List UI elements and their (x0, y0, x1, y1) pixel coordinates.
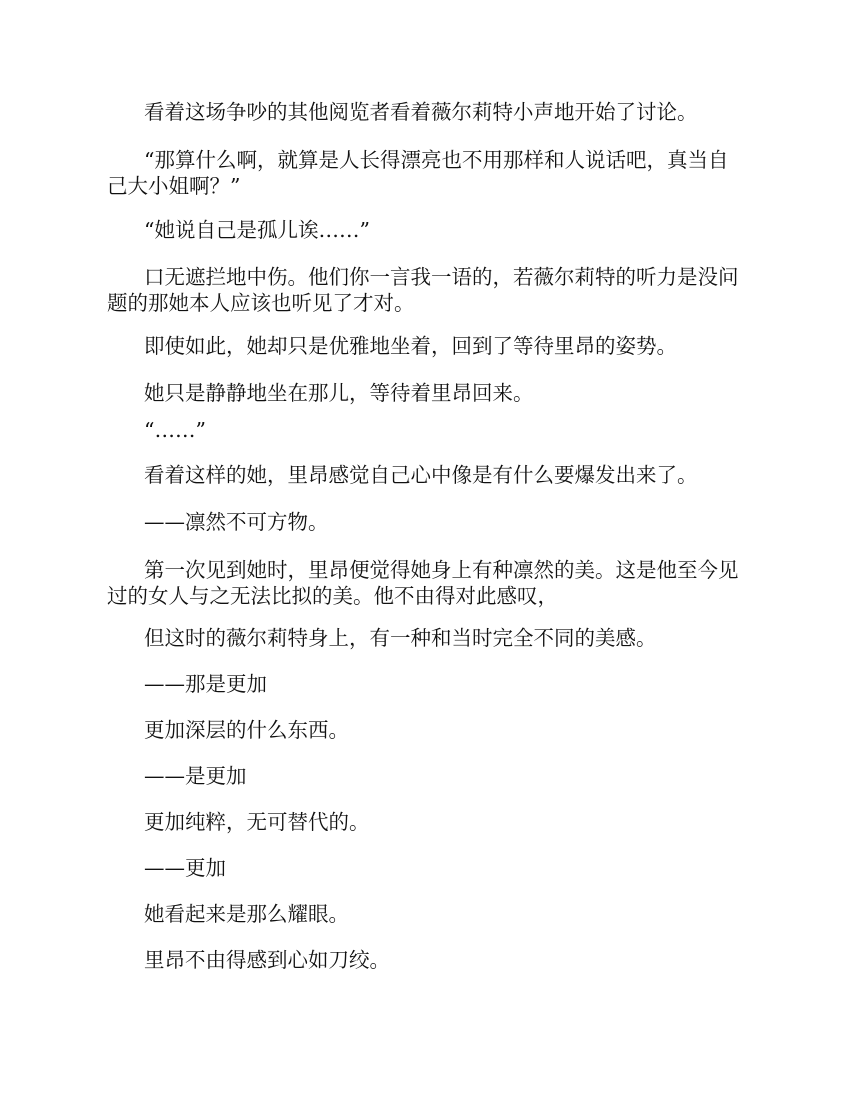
paragraph: 看着这样的她，里昂感觉自己心中像是有什么要爆发出来了。 (144, 463, 698, 487)
paragraph: 第一次见到她时，里昂便觉得她身上有种凛然的美。这是他至今见过的女人与之无法比拟的美。他不由得对此感叹， (107, 558, 739, 608)
paragraph: 她只是静静地坐在那儿，等待着里昂回来。 (144, 381, 534, 405)
paragraph: 她看起来是那么耀眼。 (144, 902, 349, 926)
paragraph: “她说自己是孤儿诶……” (144, 218, 370, 242)
paragraph: ——是更加 (144, 764, 247, 788)
paragraph: ——那是更加 (144, 672, 267, 696)
paragraph: 更加纯粹，无可替代的。 (144, 810, 370, 834)
paragraph: 看着这场争吵的其他阅览者看着薇尔莉特小声地开始了讨论。 (144, 100, 698, 124)
paragraph: 口无遮拦地中伤。他们你一言我一语的，若薇尔莉特的听力是没问题的那她本人应该也听见了才对。 (107, 265, 739, 315)
paragraph: ——更加 (144, 856, 226, 880)
paragraph: ——凛然不可方物。 (144, 510, 329, 534)
paragraph: 即使如此，她却只是优雅地坐着，回到了等待里昂的姿势。 (144, 334, 677, 358)
paragraph: “……” (144, 418, 206, 442)
paragraph: 但这时的薇尔莉特身上，有一种和当时完全不同的美感。 (144, 626, 657, 650)
paragraph: 更加深层的什么东西。 (144, 718, 349, 742)
paragraph: 里昂不由得感到心如刀绞。 (144, 948, 390, 972)
paragraph: “那算什么啊，就算是人长得漂亮也不用那样和人说话吧，真当自己大小姐啊？” (107, 148, 729, 198)
